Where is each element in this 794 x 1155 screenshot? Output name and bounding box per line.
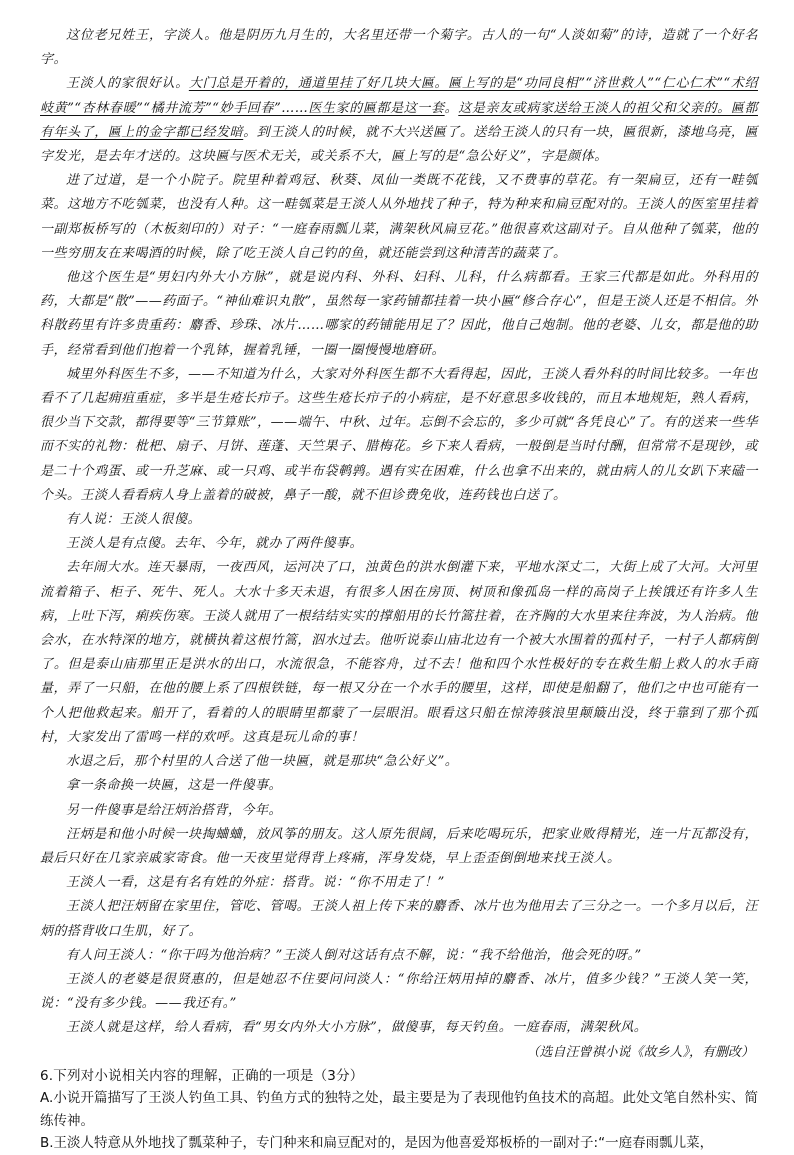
paragraph-8: 去年闹大水。连天暴雨，一夜西风，运河决了口，浊黄色的洪水倒灌下来，平地水深丈二，大街上成了大河。大河里流着箱子、柜子、死牛、死人。大水十多天未退，有很多人困在房顶、树顶和像孤岛一样的高岗子上挨饿还有许多人生病，上吐下泻，痢疾伤寒。王淡人就用了一根结结实实的撑船用的长竹篙拄着，在齐胸的大水里来往奔波，为人治病。他会水，在水特深的地方，就横执着这根竹篙，泅水过去。他听说泰山庙北边有一个被大水围着的孤村子，一村子人都病倒了。但是泰山庙那里正是洪水的出口，水流很急，不能容舟，过不去！他和四个水性极好的专在救生船上救人的水手商量，弄了一只船，在他的腰上系了四根铁链，每一根又分在一个水手的腰里，这样，即使是船翻了，他们之中也可能有一个人把他救起来。船开了，看着的人的眼睛里都蒙了一层眼泪。眼看这只船在惊涛骇浪里颠簸出没，终于靠到了那个孤村，大家发出了雷鸣一样的欢呼。这真是玩儿命的事！ <box>40 560 758 745</box>
paragraph-12: 汪炳是和他小时候一块掏蛐蛐，放风筝的朋友。这人原先很阔，后来吃喝玩乐，把家业败得精光，连一片瓦都没有，最后只好在几家亲戚家寄食。他一天夜里觉得背上疼痛，浑身发烧，早上歪歪倒倒地来找王淡人。 <box>40 826 758 866</box>
paragraph-15: 有人问王淡人：“你干吗为他治病？”王淡人倒对这话有点不解，说：“我不给他治，他会死的呀。” <box>66 947 642 963</box>
paragraph-13: 王淡人一看，这是有名有姓的外症：搭背。说：“你不用走了！” <box>66 875 445 891</box>
paragraph-14: 王淡人把汪炳留在家里住，管吃、管喝。王淡人祖上传下来的麝香、冰片也为他用去了三分之一。一个多月以后，汪炳的搭背收口生肌，好了。 <box>40 899 758 939</box>
question-stem: 6.下列对小说相关内容的理解，正确的一项是（3分） <box>40 1067 364 1084</box>
paragraph-2-lead: 王淡人的家很好认。 <box>66 76 189 92</box>
paragraph-3: 进了过道，是一个小院子。院里种着鸡冠、秋葵、凤仙一类既不花钱，又不费事的草花。有一架扁豆，还有一畦瓠菜。这地方不吃瓠菜，也没有人种。这一畦瓠菜是王淡人从外地找了种子，特为种来和扁豆配对的。王淡人的医室里挂着一副郑板桥写的（木板刻印的）对子：“一庭春雨瓢儿菜，满架秋风扁豆花。”他很喜欢这副对子。自从他种了瓠菜，他的一些穷朋友在来喝酒的时候，除了吃王淡人自己钓的鱼，就还能尝到这种清苦的蔬菜了。 <box>40 173 758 261</box>
paragraph-2-rest: 。到王淡人的时候，就不大兴送匾了。送给王淡人的只有一块，匾很新，漆地乌亮，匾字发光，是去年才送的。这块匾与医术无关，或关系不大，匾上写的是“急公好义”，字是颜体。 <box>40 124 758 165</box>
paragraph-17: 王淡人就是这样，给人看病，看“男女内外大小方脉”，做傻事，每天钓鱼。一庭春雨，满架秋风。 <box>66 1020 648 1036</box>
underlined-text-1: 大门总是开着的，通道里挂了好几块大匾。匾上写的是“功同良相”“济世救人”“仁心仁术”“术绍岐黄”“杏林春暖”“橘井流芳”“妙手回春”……医生家的匾都是这一套 <box>40 76 758 116</box>
paragraph-1: 这位老兄姓王，字淡人。他是阴历九月生的，大名里还带一个菊字。古人的一句“人淡如菊”的诗，造就了一个好名字。 <box>40 28 758 68</box>
paragraph-7: 王淡人是有点傻。去年、今年，就办了两件傻事。 <box>66 536 364 552</box>
paragraph-16: 王淡人的老婆是很贤惠的，但是她忍不住要问问淡人：“你给汪炳用掉的麝香、冰片，值多少钱？”王淡人笑一笑，说：“没有多少钱。——我还有。” <box>40 971 758 1012</box>
underlined-text-2: 这是亲友或病家送给王淡人的祖父和父亲的。匾都有年头了，匾上的金字都已经发暗 <box>40 100 758 140</box>
paragraph-4: 他这个医生是“男妇内外大小方脉”，就是说内科、外科、妇科、儿科，什么病都看。王家三代都是如此。外科用的药，大都是“散”——药面子。“神仙难识丸散”，虽然每一家药铺都挂着一块小匾“修合存心”，但是王淡人还是不相信。外科散药里有许多贵重药：麝香、珍珠、冰片……哪家的药铺能用足了？因此，他自己炮制。他的老婆、儿女，都是他的助手，经常看到他们抱着一个乳钵，握着乳锤，一圈一圈慢慢地磨研。 <box>40 270 758 358</box>
paragraph-10: 拿一条命换一块匾，这是一件傻事。 <box>66 778 283 794</box>
paragraph-9: 水退之后，那个村里的人合送了他一块匾，就是那块“急公好义”。 <box>66 754 459 770</box>
option-a: A.小说开篇描写了王淡人钓鱼工具、钓鱼方式的独特之处，最主要是为了表现他钓鱼技术的高超。此处文笔自然朴实、简练传神。 <box>40 1090 758 1129</box>
source-citation: （选自汪曾祺小说《故乡人》，有删改） <box>526 1044 754 1060</box>
paragraph-11: 另一件傻事是给汪炳治搭背，今年。 <box>66 802 283 818</box>
paragraph-6: 有人说：王淡人很傻。 <box>66 512 202 528</box>
paragraph-2 <box>40 72 758 169</box>
paragraph-2-punct: 。 <box>444 100 459 116</box>
option-b: B.王淡人特意从外地找了瓢菜种子，专门种来和扁豆配对的，是因为他喜爱郑板桥的一副对子:“一庭春雨瓢儿菜， <box>40 1135 714 1152</box>
paragraph-5: 城里外科医生不多，——不知道为什么，大家对外科医生都不大看得起，因此，王淡人看外科的时间比较多。一年也看不了几起痈疽重症，多半是生疮长疖子。这些生疮长疖子的小病症，是不好意思多收钱的，而且本地规矩，熟人看病，很少当下交款，都得要等“三节算账”，——端午、中秋、过年。忘倒不会忘的，多少可就“各凭良心”了。有的送来一些华而不实的礼物：枇杷、扇子、月饼、莲蓬、天竺果子、腊梅花。乡下来人看病，一般倒是当时付酬，但常常不是现钞，或是二十个鸡蛋、或一升芝麻、或一只鸡、或半布袋鹌鹑。遇有实在困难，什么也拿不出来的，就由病人的儿女趴下来磕一个头。王淡人看看病人身上盖着的破被，鼻子一酸，就不但诊费免收，连药钱也白送了。 <box>40 366 758 503</box>
